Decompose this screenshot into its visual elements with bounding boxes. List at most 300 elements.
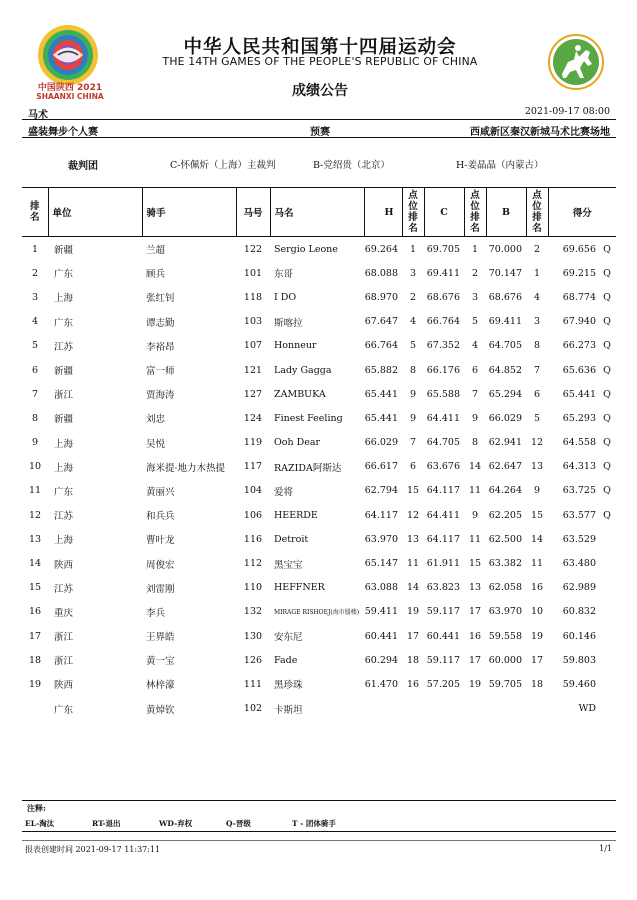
cell-hr: 9: [409, 388, 417, 400]
cell-h: 62.794: [364, 485, 398, 497]
col-score: 得分: [548, 188, 616, 237]
cell-br: 12: [530, 437, 544, 449]
cell-q: [598, 600, 616, 624]
report-title: 成绩公告: [292, 83, 348, 99]
cell-c: 64.411: [426, 412, 460, 424]
cell-rank: 11: [28, 485, 42, 497]
table-row: [22, 334, 616, 358]
cell-rank: 3: [31, 291, 39, 303]
cell-rank: 9: [31, 437, 39, 449]
cell-q: Q: [603, 316, 611, 328]
cell-cr: 17: [468, 654, 482, 666]
cell-rank: 18: [28, 654, 42, 666]
cell-horse: 东哥: [274, 269, 294, 281]
cell-b: 70.147: [488, 267, 522, 279]
cell-no: 122: [243, 243, 263, 255]
cell-b: 69.411: [488, 316, 522, 328]
cell-h: 60.294: [364, 654, 398, 666]
cell-b: 62.500: [488, 533, 522, 545]
cell-hr: 13: [406, 533, 420, 545]
cell-br: 16: [530, 582, 544, 594]
cell-rider: 林梓濠: [146, 680, 175, 692]
cell-score: 63.480: [562, 558, 596, 570]
cell-horse: I DO: [274, 291, 297, 303]
cell-hr: 8: [409, 364, 417, 376]
cell-q: [598, 576, 616, 600]
col-h-rank: 点位排名: [402, 188, 424, 237]
col-c-rank: 点位排名: [464, 188, 486, 237]
cell-b: 70.000: [488, 243, 522, 255]
cell-q: [598, 697, 616, 721]
cell-no: 106: [243, 509, 263, 521]
table-row: [22, 648, 616, 672]
cell-cr: 11: [468, 533, 482, 545]
cell-no: 103: [243, 316, 263, 328]
cell-br: 3: [533, 316, 541, 328]
cell-cr: 2: [471, 267, 479, 279]
cell-br: 10: [530, 606, 544, 618]
cell-br: 18: [530, 678, 544, 690]
cell-q: [598, 527, 616, 551]
cell-hr: 18: [406, 654, 420, 666]
cell-cr: 15: [468, 558, 482, 570]
cell-unit: 陕西: [54, 559, 74, 571]
table-row: [22, 551, 616, 575]
cell-unit: 广东: [54, 704, 74, 716]
cell-unit: 浙江: [54, 390, 74, 402]
note-rt: RT-退出: [92, 819, 121, 828]
cell-unit: 广东: [54, 317, 74, 329]
judge-c: C-怀佩炘（上海）主裁判: [170, 160, 276, 171]
cell-score: 67.940: [562, 316, 596, 328]
cell-rider: 周俊宏: [146, 559, 175, 571]
cell-horse: 黑宝宝: [274, 559, 303, 571]
event-name: 盛装舞步个人赛: [28, 127, 98, 138]
cell-no: 132: [243, 606, 263, 618]
cell-horse: Fade: [274, 654, 298, 666]
cell-horse: MIRAGE RISHOEJ(海市蜃楼): [274, 609, 360, 617]
cell-horse: RAZIDA阿斯达: [274, 462, 342, 474]
table-row: [22, 237, 616, 262]
cell-unit: 上海: [54, 462, 74, 474]
col-b-rank: 点位排名: [526, 188, 548, 237]
cell-horse: 卡斯坦: [274, 704, 303, 716]
cell-unit: 广东: [54, 486, 74, 498]
logo-caption-en: SHAANXI CHINA: [36, 92, 104, 101]
cell-score: 63.529: [562, 533, 596, 545]
cell-h: 65.441: [364, 412, 398, 424]
cell-unit: 浙江: [54, 656, 74, 668]
table-row: [22, 406, 616, 430]
cell-c: 64.411: [426, 509, 460, 521]
cell-hr: 7: [409, 437, 417, 449]
cell-b: [486, 697, 526, 721]
cell-c: 66.764: [426, 316, 460, 328]
col-horse-name: 马名: [270, 188, 364, 237]
cell-rank: 2: [31, 267, 39, 279]
cell-rank: 1: [31, 243, 39, 255]
cell-q: Q: [603, 461, 611, 473]
cell-b: 63.970: [488, 606, 522, 618]
cell-rank: 8: [31, 412, 39, 424]
cell-b: 62.647: [488, 461, 522, 473]
cell-no: 110: [243, 582, 263, 594]
cell-h: 66.764: [364, 340, 398, 352]
cell-b: 63.382: [488, 558, 522, 570]
phase: 预赛: [310, 127, 330, 138]
cell-b: 66.029: [488, 412, 522, 424]
cell-rank: 17: [28, 630, 42, 642]
note-team: T - 团体骑手: [292, 819, 336, 828]
cell-br: 1: [533, 267, 541, 279]
table-row: [22, 479, 616, 503]
cell-q: Q: [603, 485, 611, 497]
cell-h: 64.117: [364, 509, 398, 521]
equestrian-pictogram-icon: [548, 34, 604, 90]
cell-cr: 9: [471, 509, 479, 521]
cell-horse: Sergio Leone: [274, 243, 338, 255]
cell-q: Q: [603, 364, 611, 376]
cell-no: 112: [243, 558, 263, 570]
cell-no: 124: [243, 412, 263, 424]
cell-rank: 14: [28, 558, 42, 570]
cell-unit: 江苏: [54, 341, 74, 353]
note-el: EL-淘汰: [25, 819, 55, 828]
cell-rider: 贾海涛: [146, 390, 175, 402]
table-row: [22, 455, 616, 479]
cell-hr: 14: [406, 582, 420, 594]
cell-h: 66.617: [364, 461, 398, 473]
cell-cr: 11: [468, 485, 482, 497]
cell-no: 107: [243, 340, 263, 352]
cell-q: [598, 648, 616, 672]
cell-hr: [402, 697, 424, 721]
cell-c: 67.352: [426, 340, 460, 352]
cell-cr: 6: [471, 364, 479, 376]
cell-q: Q: [603, 291, 611, 303]
cell-rider: 吴悦: [146, 438, 166, 450]
cell-unit: 新疆: [54, 414, 74, 426]
cell-rider: 顾兵: [146, 269, 166, 281]
cell-unit: 广东: [54, 269, 74, 281]
cell-hr: 17: [406, 630, 420, 642]
table-row: [22, 382, 616, 406]
cell-b: 64.705: [488, 340, 522, 352]
judge-b: B-党绍贵（北京）: [313, 160, 390, 171]
cell-no: 116: [243, 533, 263, 545]
results-table: [22, 187, 616, 721]
cell-score: 62.989: [562, 582, 596, 594]
cell-c: 59.117: [426, 606, 460, 618]
divider: [22, 119, 616, 120]
table-row: [22, 697, 616, 721]
cell-b: 60.000: [488, 654, 522, 666]
cell-b: 65.294: [488, 388, 522, 400]
table-row: [22, 624, 616, 648]
col-horse-no: 马号: [236, 188, 270, 237]
cell-q: Q: [603, 437, 611, 449]
cell-rank: 12: [28, 509, 42, 521]
cell-h: 63.088: [364, 582, 398, 594]
cell-score: 59.803: [562, 654, 596, 666]
cell-horse: ZAMBUKA: [274, 388, 326, 400]
cell-c: 61.911: [426, 558, 460, 570]
cell-unit: 重庆: [54, 607, 74, 619]
col-rank: 排名: [22, 188, 48, 237]
cell-rider: 谭志勤: [146, 317, 175, 329]
cell-no: 111: [243, 678, 263, 690]
cell-br: 11: [530, 558, 544, 570]
cell-horse: 斯喀拉: [274, 317, 303, 329]
cell-score: 64.558: [562, 437, 596, 449]
page-number: 1/1: [599, 844, 612, 853]
cell-c: 64.117: [426, 533, 460, 545]
table-row: [22, 527, 616, 551]
cell-horse: HEFFNER: [274, 582, 325, 594]
cell-b: 62.205: [488, 509, 522, 521]
cell-rider: 黄丽兴: [146, 486, 175, 498]
cell-cr: 16: [468, 630, 482, 642]
cell-hr: 19: [406, 606, 420, 618]
table-row: [22, 285, 616, 309]
cell-q: [598, 551, 616, 575]
cell-c: 59.117: [426, 654, 460, 666]
discipline: 马术: [28, 110, 48, 121]
cell-rider: 张红钊: [146, 293, 175, 305]
cell-rider: 和兵兵: [146, 511, 175, 523]
cell-br: 6: [533, 388, 541, 400]
judges-label: 裁判团: [68, 161, 98, 172]
cell-unit: 陕西: [54, 680, 74, 692]
cell-b: 64.852: [488, 364, 522, 376]
games-title-en: THE 14TH GAMES OF THE PEOPLE'S REPUBLIC OF CHINA: [162, 55, 478, 68]
cell-h: 60.441: [364, 630, 398, 642]
cell-no: 118: [243, 291, 263, 303]
cell-hr: 9: [409, 412, 417, 424]
cell-hr: 15: [406, 485, 420, 497]
cell-b: 59.705: [488, 678, 522, 690]
cell-horse: Honneur: [274, 340, 317, 352]
cell-h: 69.264: [364, 243, 398, 255]
cell-c: 69.705: [426, 243, 460, 255]
cell-q: Q: [603, 243, 611, 255]
cell-unit: 新疆: [54, 366, 74, 378]
note-q: Q-晋级: [226, 819, 251, 828]
cell-score: 65.441: [562, 388, 596, 400]
cell-rank: 10: [28, 461, 42, 473]
cell-q: Q: [603, 267, 611, 279]
cell-hr: 6: [409, 461, 417, 473]
cell-h: 59.411: [364, 606, 398, 618]
cell-q: Q: [603, 509, 611, 521]
cell-hr: 1: [409, 243, 417, 255]
cell-score: 64.313: [562, 461, 596, 473]
cell-c: 63.676: [426, 461, 460, 473]
col-h: H: [364, 188, 402, 237]
cell-br: 17: [530, 654, 544, 666]
cell-score: 68.774: [562, 291, 596, 303]
cell-br: [526, 697, 548, 721]
cell-cr: [464, 697, 486, 721]
cell-br: 9: [533, 485, 541, 497]
cell-q: [598, 624, 616, 648]
cell-h: [364, 697, 402, 721]
cell-horse: Ooh Dear: [274, 437, 321, 449]
cell-score: 63.577: [562, 509, 596, 521]
cell-c: 66.176: [426, 364, 460, 376]
cell-rider: 刘忠: [146, 414, 166, 426]
cell-unit: 浙江: [54, 632, 74, 644]
cell-br: 7: [533, 364, 541, 376]
report-created-time: 报表创建时间 2021-09-17 11:37:11: [25, 845, 161, 854]
cell-horse: Finest Feeling: [274, 412, 343, 424]
cell-rank: 15: [28, 582, 42, 594]
cell-rider: 李兵: [146, 607, 166, 619]
cell-br: 13: [530, 461, 544, 473]
cell-b: 62.941: [488, 437, 522, 449]
table-row: [22, 431, 616, 455]
cell-rider: 黄焯钦: [146, 704, 175, 716]
cell-score: 63.725: [562, 485, 596, 497]
cell-br: 19: [530, 630, 544, 642]
cell-c: 64.705: [426, 437, 460, 449]
cell-rank: 4: [31, 316, 39, 328]
cell-unit: 江苏: [54, 583, 74, 595]
cell-rank: 16: [28, 606, 42, 618]
table-row: [22, 576, 616, 600]
cell-unit: 上海: [54, 293, 74, 305]
table-row: [22, 358, 616, 382]
cell-no: 104: [243, 485, 263, 497]
cell-br: 5: [533, 412, 541, 424]
cell-hr: 2: [409, 291, 417, 303]
cell-h: 65.882: [364, 364, 398, 376]
col-rider: 骑手: [142, 188, 236, 237]
cell-cr: 1: [471, 243, 479, 255]
table-row: [22, 310, 616, 334]
cell-unit: 新疆: [54, 245, 74, 257]
cell-cr: 8: [471, 437, 479, 449]
cell-c: 69.411: [426, 267, 460, 279]
cell-cr: 3: [471, 291, 479, 303]
cell-cr: 13: [468, 582, 482, 594]
cell-hr: 5: [409, 340, 417, 352]
cell-cr: 14: [468, 461, 482, 473]
col-c: C: [424, 188, 464, 237]
cell-rider: 富一师: [146, 366, 175, 378]
cell-q: [598, 672, 616, 696]
cell-cr: 4: [471, 340, 479, 352]
cell-c: 68.676: [426, 291, 460, 303]
cell-c: 60.441: [426, 630, 460, 642]
cell-h: 68.088: [364, 267, 398, 279]
table-row: [22, 672, 616, 696]
cell-no: 117: [243, 461, 263, 473]
cell-br: 4: [533, 291, 541, 303]
cell-score: 65.293: [562, 412, 596, 424]
cell-rider: 黄一宝: [146, 656, 175, 668]
cell-q: Q: [603, 388, 611, 400]
cell-horse: 爱将: [274, 486, 294, 498]
cell-rider: 李裕昂: [146, 341, 175, 353]
cell-no: 102: [243, 703, 263, 715]
cell-b: 64.264: [488, 485, 522, 497]
cell-h: 66.029: [364, 437, 398, 449]
cell-score: WD: [578, 703, 596, 715]
games-title-cn: 中华人民共和国第十四届运动会: [183, 37, 457, 58]
cell-rank: 6: [31, 364, 39, 376]
cell-cr: 17: [468, 606, 482, 618]
footer-divider: [22, 840, 616, 841]
cell-unit: 上海: [54, 535, 74, 547]
cell-rider: 海米提·地力木热提: [146, 462, 226, 474]
cell-horse: 安东尼: [274, 632, 303, 644]
cell-horse: Detroit: [274, 533, 309, 545]
cell-no: 119: [243, 437, 263, 449]
cell-rider: 曹叶龙: [146, 535, 175, 547]
cell-q: Q: [603, 340, 611, 352]
cell-no: 130: [243, 630, 263, 642]
cell-h: 67.647: [364, 316, 398, 328]
cell-c: [424, 697, 464, 721]
cell-hr: 11: [406, 558, 420, 570]
divider: [22, 137, 616, 138]
cell-score: 69.656: [562, 243, 596, 255]
cell-br: 15: [530, 509, 544, 521]
cell-no: 121: [243, 364, 263, 376]
col-unit: 单位: [48, 188, 142, 237]
cell-br: 2: [533, 243, 541, 255]
cell-hr: 16: [406, 678, 420, 690]
cell-hr: 4: [409, 316, 417, 328]
cell-cr: 19: [468, 678, 482, 690]
cell-rider: 刘雷刚: [146, 583, 175, 595]
cell-rank: 7: [31, 388, 39, 400]
cell-cr: 9: [471, 412, 479, 424]
cell-h: 61.470: [364, 678, 398, 690]
cell-b: 59.558: [488, 630, 522, 642]
cell-score: 60.832: [562, 606, 596, 618]
cell-br: 14: [530, 533, 544, 545]
cell-rider: 王界皓: [146, 632, 175, 644]
table-row: [22, 261, 616, 285]
cell-score: 66.273: [562, 340, 596, 352]
logo-caption-cn: 中国陕西 2021: [37, 83, 103, 93]
cell-rank: 5: [31, 340, 39, 352]
cell-horse: 黑珍珠: [274, 680, 303, 692]
cell-score: 65.636: [562, 364, 596, 376]
table-row: [22, 600, 616, 624]
cell-rider: 兰超: [146, 245, 166, 257]
cell-rank: [22, 697, 48, 721]
cell-unit: 江苏: [54, 511, 74, 523]
cell-c: 64.117: [426, 485, 460, 497]
cell-c: 65.588: [426, 388, 460, 400]
table-row: [22, 503, 616, 527]
cell-b: 62.058: [488, 582, 522, 594]
cell-score: 60.146: [562, 630, 596, 642]
cell-br: 8: [533, 340, 541, 352]
cell-no: 101: [243, 267, 263, 279]
cell-no: 127: [243, 388, 263, 400]
cell-horse: Lady Gagga: [274, 364, 332, 376]
cell-rank: 19: [28, 678, 42, 690]
report-datetime: 2021-09-17 08:00: [524, 106, 610, 117]
table-header-row: [22, 188, 616, 237]
cell-c: 57.205: [426, 678, 460, 690]
cell-h: 63.970: [364, 533, 398, 545]
cell-q: Q: [603, 412, 611, 424]
